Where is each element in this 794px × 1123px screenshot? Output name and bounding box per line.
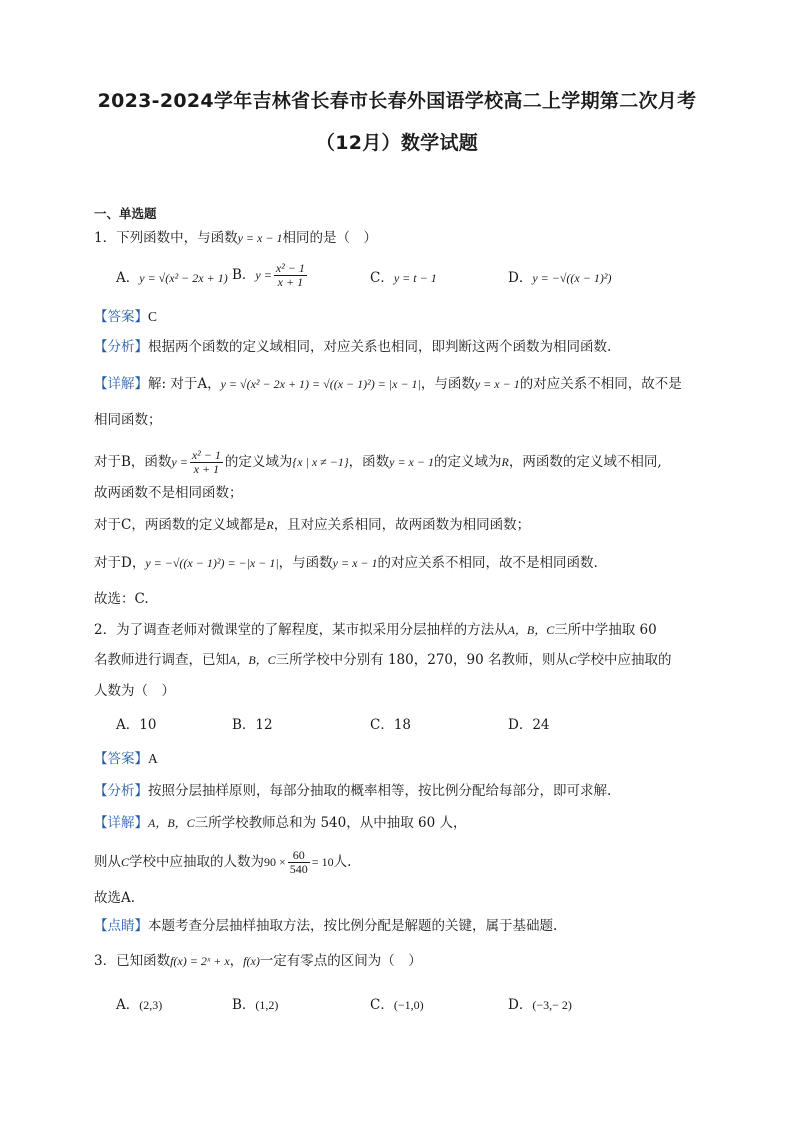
q3-option-a-label: A． bbox=[116, 997, 140, 1013]
q3-option-c bbox=[370, 995, 424, 1015]
q1-option-a-math: y = √(x² − 2x + 1) bbox=[139, 271, 228, 285]
q1-detail-line5 bbox=[94, 515, 714, 535]
q2-stem-schools: A，B，C bbox=[507, 623, 555, 637]
q1-detail-b-R: R bbox=[501, 455, 509, 469]
q3-option-c-math: (−1,0) bbox=[393, 998, 424, 1012]
q1-detail-c-text-2: ，且对应关系相同，故两函数为相同函数； bbox=[273, 517, 531, 533]
q1-detail-b-text: 对于B，函数 bbox=[94, 454, 172, 470]
q2-detail-lhs: 90 × bbox=[264, 855, 286, 869]
q3-option-b bbox=[232, 995, 278, 1015]
q1-detail-d-fn: y = x − 1 bbox=[332, 556, 378, 570]
q1-detail-line6 bbox=[94, 553, 714, 573]
q2-stem-schools-2: A，B，C bbox=[229, 653, 276, 667]
q1-detail-d-text: 对于D， bbox=[94, 555, 146, 571]
q1-option-c-label: C． bbox=[370, 270, 394, 286]
q2-detail-line1 bbox=[94, 813, 714, 833]
answer-label: 【答案】 bbox=[94, 751, 148, 767]
q1-answer bbox=[94, 307, 714, 327]
q2-stem-text-2: 三所中学抽取 60 bbox=[554, 622, 657, 638]
detail-label: 【详解】 bbox=[94, 376, 148, 392]
q1-detail-b-fraction bbox=[190, 449, 223, 476]
paper-title-line2: （12月）数学试题 bbox=[315, 132, 479, 154]
q1-option-b-denominator: x + 1 bbox=[277, 275, 304, 289]
q1-detail-b-text-3: ，函数 bbox=[348, 454, 390, 470]
q2-detail-rhs: = 10 bbox=[311, 855, 334, 869]
q1-detail-line1 bbox=[94, 374, 714, 394]
question-2-stem-line2 bbox=[94, 650, 714, 670]
q1-detail-d-text-3: 的对应关系不相同，故不是相同函数. bbox=[377, 555, 598, 571]
q3-stem-fx: f(x) bbox=[243, 954, 260, 968]
question-1-stem bbox=[94, 228, 714, 248]
q1-option-a bbox=[116, 268, 228, 288]
q2-stem-text-4: 三所学校中分别有 180，270，90 名教师，则从 bbox=[275, 652, 569, 668]
q2-option-d: D．24 bbox=[508, 717, 550, 733]
q2-detail-text-3: 学校中应抽取的人数为 bbox=[129, 854, 265, 870]
question-2-stem-line3: 人数为（ ） bbox=[94, 683, 175, 699]
q3-stem-text-2: 一定有零点的区间为（ ） bbox=[259, 953, 422, 969]
q2-answer bbox=[94, 749, 714, 769]
q1-option-b-fraction bbox=[274, 262, 307, 289]
q1-option-b-lhs: y = bbox=[255, 268, 272, 282]
q2-detail-text-4: 人. bbox=[333, 854, 352, 870]
q2-detail-schools: A，B，C bbox=[148, 816, 195, 830]
q1-option-b-numerator: x² − 1 bbox=[275, 261, 305, 275]
q1-option-d bbox=[508, 268, 611, 288]
q3-option-d-math: (−3,− 2) bbox=[532, 998, 572, 1012]
q2-detail-fraction bbox=[288, 849, 310, 876]
q1-detail-line3 bbox=[94, 449, 714, 476]
q1-detail-math-a: y = √(x² − 2x + 1) = √((x − 1)²) = |x − 1| bbox=[220, 377, 421, 391]
q1-detail-b-lhs: y = bbox=[171, 455, 188, 469]
question-3-stem bbox=[94, 951, 714, 971]
answer-label: 【答案】 bbox=[94, 309, 148, 325]
q1-detail-text: 解: 对于A， bbox=[148, 376, 221, 392]
q1-detail-c-text: 对于C，两函数的定义域都是 bbox=[94, 517, 267, 533]
q1-detail-line2: 相同函数； bbox=[94, 412, 162, 428]
q2-answer-value: A bbox=[148, 751, 158, 766]
q2-detail-school-c: C bbox=[121, 855, 130, 869]
q1-detail-b-denominator: x + 1 bbox=[193, 462, 220, 476]
q1-detail-b-fn: y = x − 1 bbox=[389, 455, 434, 469]
q3-stem-function: f(x) = 2ˣ + x bbox=[170, 954, 230, 968]
q1-detail-text-3: 的对应关系不相同，故不是 bbox=[519, 376, 682, 392]
q2-conclusion: 故选A. bbox=[94, 890, 136, 906]
q2-analysis-text: 按照分层抽样原则，每部分抽取的概率相等，按比例分配给每部分，即可求解. bbox=[148, 783, 612, 799]
q1-detail-text-2: ，与函数 bbox=[420, 376, 475, 392]
q1-detail-b-text-4: 的定义域为 bbox=[433, 454, 502, 470]
q1-detail-fn: y = x − 1 bbox=[474, 377, 520, 391]
q2-detail-line2 bbox=[94, 849, 714, 876]
q1-detail-b-text-2: 的定义域为 bbox=[224, 454, 293, 470]
q3-stem-comma: ， bbox=[229, 953, 244, 969]
q1-detail-b-numerator: x² − 1 bbox=[191, 448, 221, 462]
analysis-label: 【分析】 bbox=[94, 339, 148, 355]
q1-conclusion: 故选：C. bbox=[94, 591, 149, 607]
q2-stem-school-c: C bbox=[568, 653, 577, 667]
q3-option-d bbox=[508, 995, 572, 1015]
q1-option-c bbox=[370, 268, 437, 288]
analysis-label: 【分析】 bbox=[94, 783, 148, 799]
q1-detail-d-math: y = −√((x − 1)²) = −|x − 1| bbox=[145, 556, 279, 570]
q3-option-b-label: B． bbox=[232, 997, 256, 1013]
q3-option-a-math: (2,3) bbox=[139, 998, 163, 1012]
q1-option-b bbox=[232, 262, 309, 289]
q2-option-c: C．18 bbox=[370, 717, 412, 733]
detail-label: 【详解】 bbox=[94, 815, 148, 831]
q1-option-d-label: D． bbox=[508, 270, 533, 286]
q3-option-a bbox=[116, 995, 162, 1015]
comment-label: 【点睛】 bbox=[94, 918, 148, 934]
q1-detail-b-text-5: ，两函数的定义域不相同, bbox=[508, 454, 662, 470]
q1-detail-c-R: R bbox=[266, 518, 274, 532]
q2-detail-denominator: 540 bbox=[289, 862, 308, 876]
q2-stem-text-3: 名教师进行调查，已知 bbox=[94, 652, 229, 668]
q1-detail-line4: 故两函数不是相同函数； bbox=[94, 485, 243, 501]
q1-stem-text: 1．下列函数中，与函数 bbox=[94, 230, 238, 246]
q2-stem-text-5: 学校中应抽取的 bbox=[576, 652, 672, 668]
q1-analysis-text: 根据两个函数的定义域相同，对应关系也相同，即判断这两个函数为相同函数. bbox=[148, 339, 612, 355]
q1-analysis bbox=[94, 337, 714, 357]
section-heading: 一、单选题 bbox=[94, 206, 157, 221]
q1-stem-function: y = x − 1 bbox=[237, 231, 283, 245]
q3-option-d-label: D． bbox=[508, 997, 533, 1013]
q1-detail-d-text-2: ，与函数 bbox=[278, 555, 333, 571]
q3-stem-text: 3．已知函数 bbox=[94, 953, 171, 969]
q3-option-b-math: (1,2) bbox=[255, 998, 279, 1012]
q3-option-c-label: C． bbox=[370, 997, 394, 1013]
q1-option-a-label: A． bbox=[116, 270, 140, 286]
q1-detail-b-set: {x | x ≠ −1} bbox=[292, 455, 349, 469]
question-2-stem-line1 bbox=[94, 620, 714, 640]
q2-option-a: A．10 bbox=[116, 717, 157, 733]
q2-comment-text: 本题考查分层抽样抽取方法，按比例分配是解题的关键，属于基础题. bbox=[148, 918, 558, 934]
paper-title-line1: 2023-2024学年吉林省长春市长春外国语学校高二上学期第二次月考 bbox=[97, 90, 697, 112]
q2-comment bbox=[94, 916, 714, 936]
q2-option-b: B．12 bbox=[232, 717, 273, 733]
q2-detail-numerator: 60 bbox=[288, 849, 310, 863]
q1-option-b-label: B． bbox=[232, 267, 256, 283]
q2-stem-text: 2．为了调查老师对微课堂的了解程度，某市拟采用分层抽样的方法从 bbox=[94, 622, 508, 638]
q1-answer-value: C bbox=[148, 309, 158, 324]
q2-detail-text-2: 则从 bbox=[94, 854, 121, 870]
q2-analysis bbox=[94, 781, 714, 801]
q1-stem-text-end: 相同的是（ ） bbox=[282, 230, 377, 246]
q2-detail-text: 三所学校教师总和为 540，从中抽取 60 人， bbox=[194, 815, 467, 831]
q1-option-d-math: y = −√((x − 1)²) bbox=[532, 271, 612, 285]
q1-option-c-math: y = t − 1 bbox=[393, 271, 437, 285]
